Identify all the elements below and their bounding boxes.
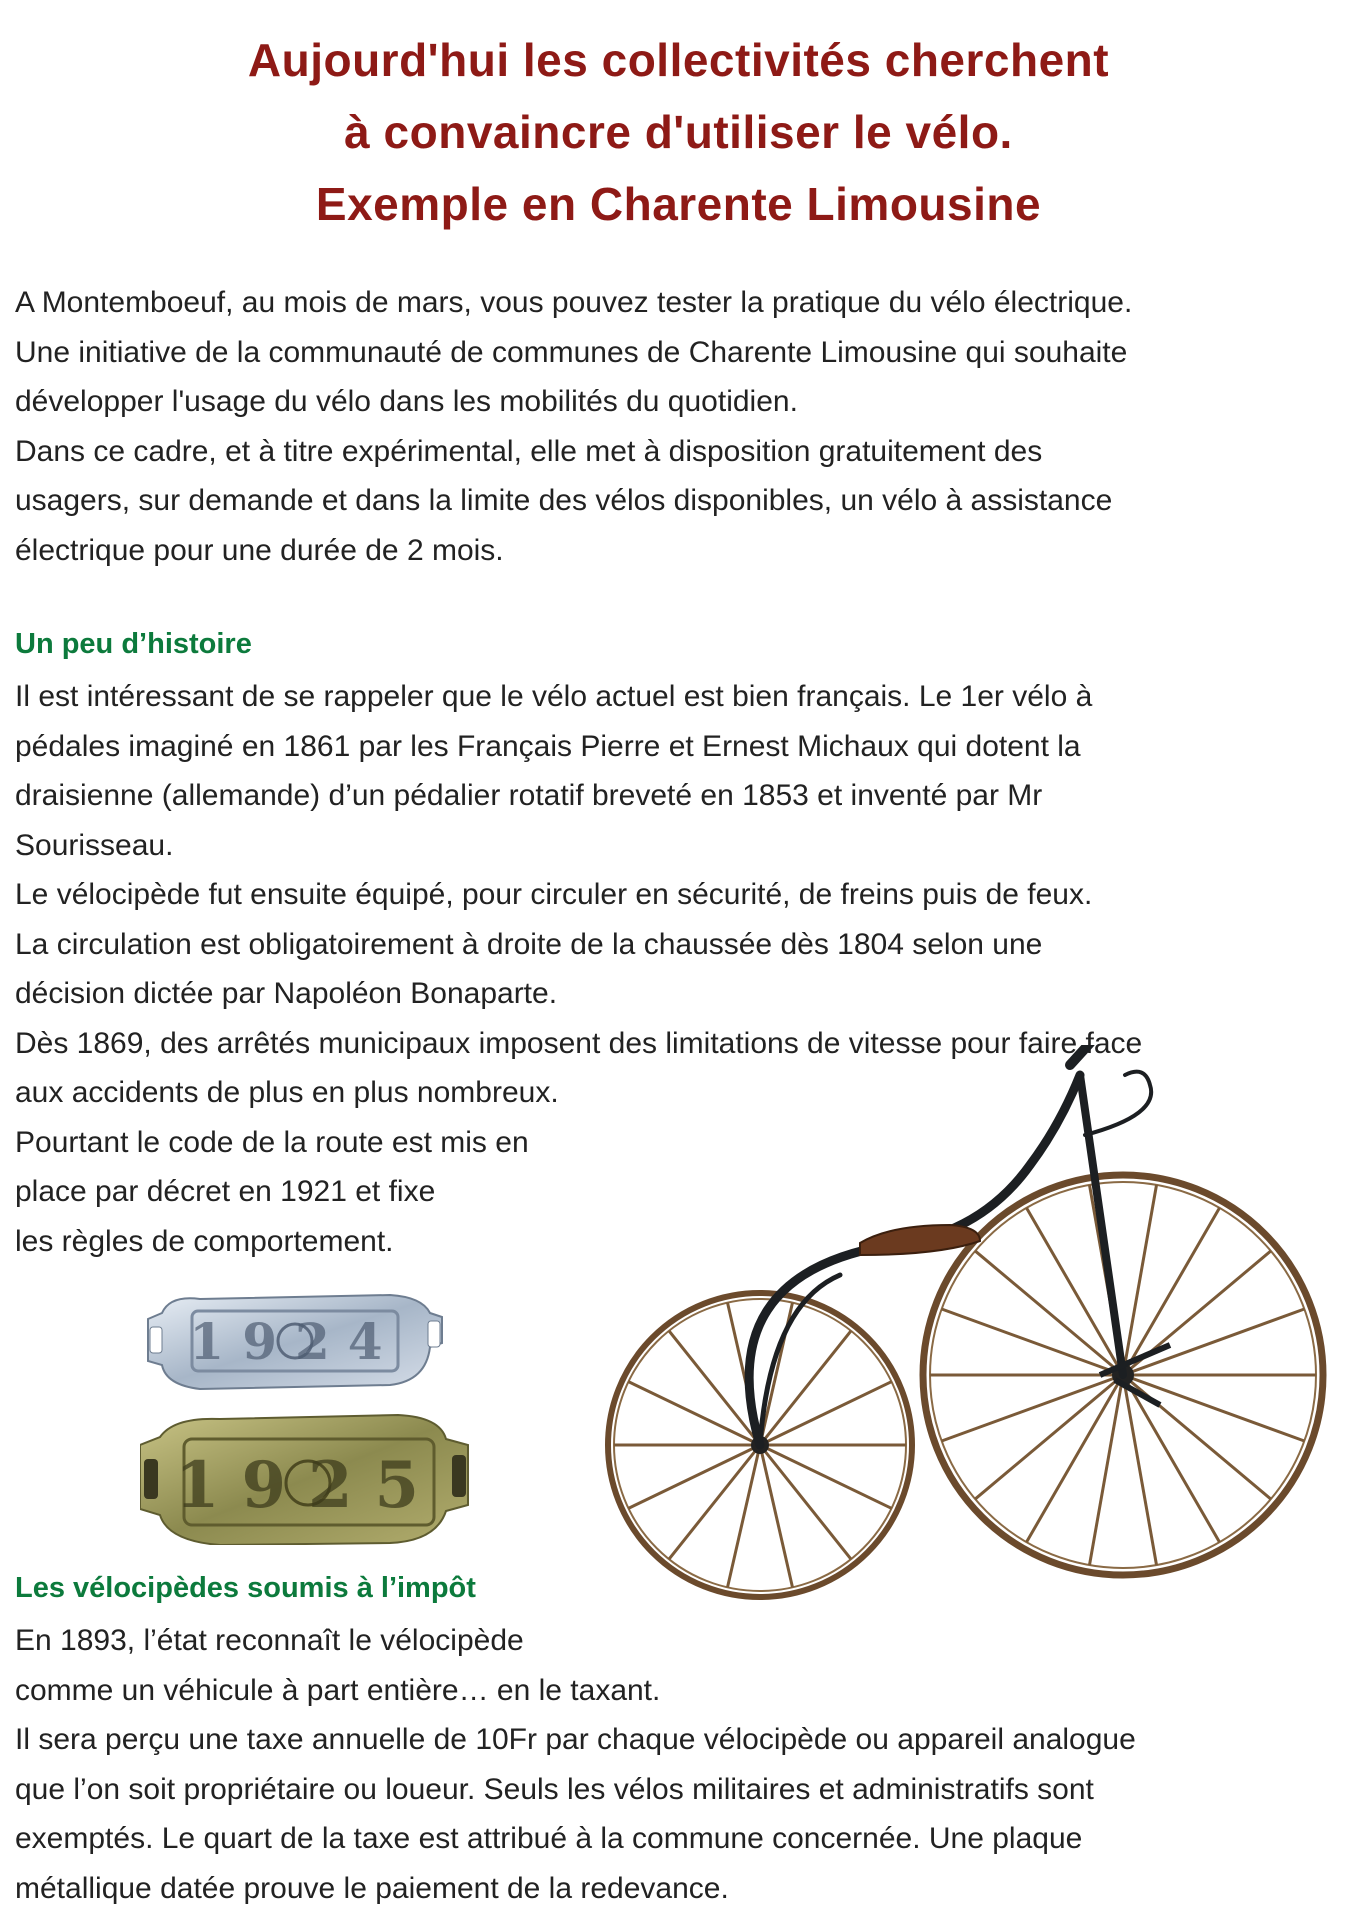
history-line: Sourisseau. xyxy=(15,828,174,862)
history-line: Dès 1869, des arrêtés municipaux imposent des limitations de vitesse pour faire face xyxy=(15,1026,1143,1060)
history-line: les règles de comportement. xyxy=(15,1224,394,1258)
tax-line: que l’on soit propriétaire ou loueur. Seuls les vélos militaires et administratifs sont xyxy=(15,1772,1094,1806)
intro-line: A Montemboeuf, au mois de mars, vous pouvez tester la pratique du vélo électrique. xyxy=(15,286,1133,319)
velocipede-image xyxy=(560,1045,1340,1605)
intro-line: Dans ce cadre, et à titre expérimental, elle met à disposition gratuitement des xyxy=(15,434,1043,468)
history-line: draisienne (allemande) d’un pédalier rotatif breveté en 1853 et inventé par Mr xyxy=(15,779,1043,812)
title-line-1: Aujourd'hui les collectivités cherchent xyxy=(247,34,1110,86)
plaque-1925-year: 1925 xyxy=(174,1448,442,1523)
history-heading: Un peu d’histoire xyxy=(15,628,252,660)
intro-line: Une initiative de la communauté de communes de Charente Limousine qui souhaite xyxy=(15,335,1128,369)
tax-line: exemptés. Le quart de la taxe est attribué à la commune concernée. Une plaque xyxy=(15,1822,1083,1855)
wheel-spoke xyxy=(1123,1375,1304,1441)
wheel-spoke xyxy=(760,1445,892,1508)
wheel-spoke xyxy=(760,1382,892,1445)
tax-paragraph xyxy=(15,1616,1136,1913)
intro-line: usagers, sur demande et dans la limite des vélos disponibles, un vélo à assistance xyxy=(15,484,1113,517)
title-line-2: à convaincre d'utiliser le vélo. xyxy=(344,106,1013,158)
history-line: Il est intéressant de se rappeler que le vélo actuel est bien français. Le 1er vélo à xyxy=(15,680,1093,713)
tax-line: métallique datée prouve le paiement de la redevance. xyxy=(15,1871,729,1905)
wheel-spoke xyxy=(942,1309,1123,1375)
tax-line: En 1893, l’état reconnaît le vélocipède xyxy=(15,1624,524,1657)
wheel-spoke xyxy=(628,1445,760,1508)
history-line: Pourtant le code de la route est mis en xyxy=(15,1125,529,1159)
plaque-1924-year: 1924 xyxy=(189,1312,401,1371)
intro-line: électrique pour une durée de 2 mois. xyxy=(15,533,504,567)
wheel-spoke xyxy=(1123,1309,1304,1375)
intro-paragraph xyxy=(15,278,1132,575)
tax-line: Il sera perçu une taxe annuelle de 10Fr par chaque vélocipède ou appareil analogue xyxy=(15,1723,1136,1756)
history-line: pédales imaginé en 1861 par les Français Pierre et Ernest Michaux qui dotent la xyxy=(15,729,1081,763)
intro-line: développer l'usage du vélo dans les mobilités du quotidien. xyxy=(15,385,798,418)
tax-line: comme un véhicule à part entière… en le taxant. xyxy=(15,1673,661,1707)
history-line: Le vélocipède fut ensuite équipé, pour circuler en sécurité, de freins puis de feux. xyxy=(15,878,1093,911)
tax-plaques-image xyxy=(140,1285,490,1545)
plaque-1925 xyxy=(140,1415,468,1545)
history-line: place par décret en 1921 et fixe xyxy=(15,1175,436,1208)
wheel-spoke xyxy=(975,1375,1123,1499)
tax-heading: Les vélocipèdes soumis à l’impôt xyxy=(15,1572,476,1604)
history-line: La circulation est obligatoirement à droite de la chaussée dès 1804 selon une xyxy=(15,927,1043,961)
saddle xyxy=(860,1225,980,1255)
title-line-3: Exemple en Charente Limousine xyxy=(315,178,1042,230)
page-title xyxy=(0,24,1357,240)
history-line: décision dictée par Napoléon Bonaparte. xyxy=(15,977,558,1010)
wheel-spoke xyxy=(942,1375,1123,1441)
wheel-spoke xyxy=(975,1251,1123,1375)
history-line: aux accidents de plus en plus nombreux. xyxy=(15,1076,559,1109)
plaque-1924 xyxy=(148,1295,442,1389)
wheel-spoke xyxy=(628,1382,760,1445)
